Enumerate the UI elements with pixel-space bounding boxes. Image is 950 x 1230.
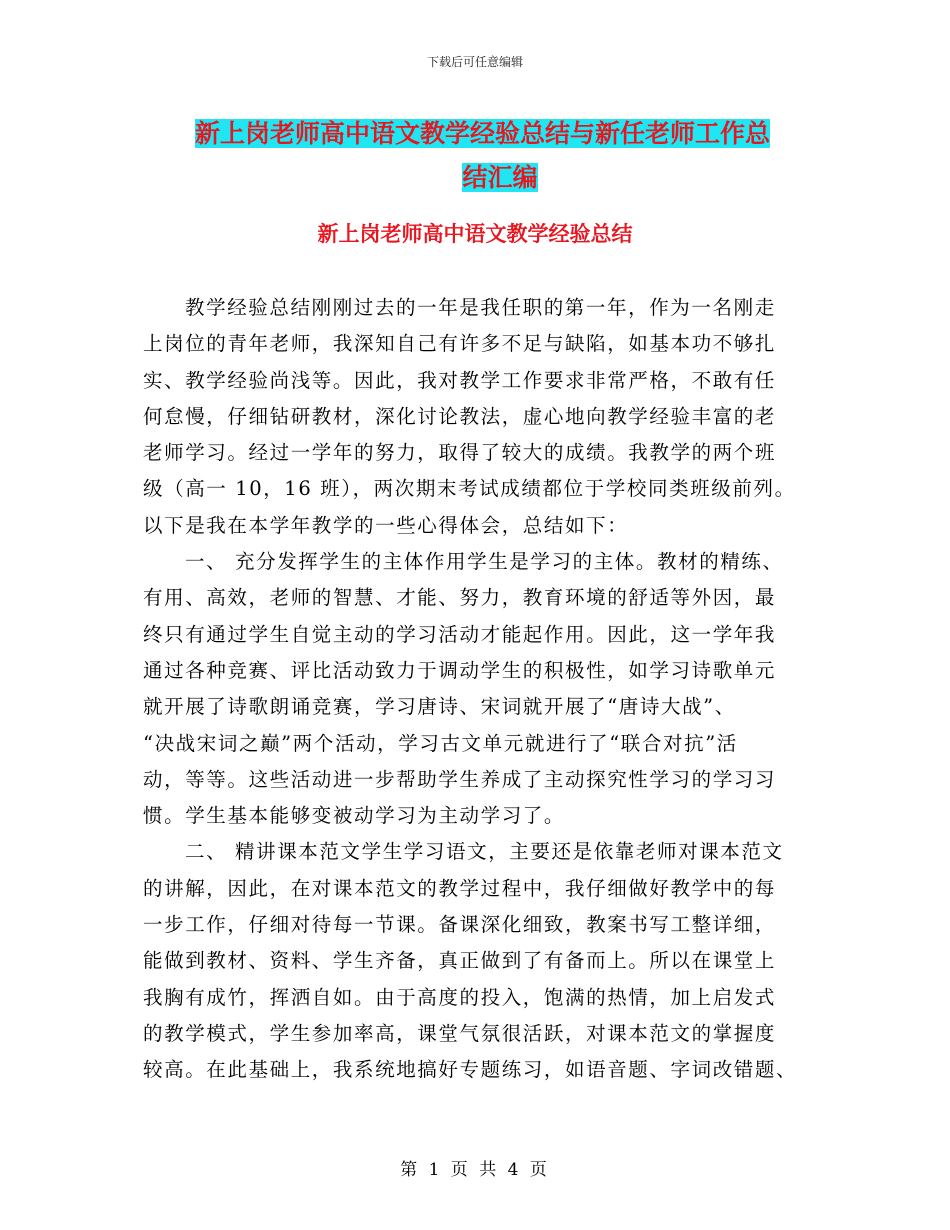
text-line: 上岗位的青年老师，我深知自己有许多不足与缺陷，如基本功不够扎: [143, 332, 777, 356]
text-line: 实、教学经验尚浅等。因此，我对教学工作要求非常严格，不敢有任: [143, 368, 777, 392]
text-line: 通过各种竞赛、评比活动致力于调动学生的积极性，如学习诗歌单元: [143, 658, 777, 682]
text-line: 一、 充分发挥学生的主体作用学生是学习的主体。教材的精练、: [185, 550, 784, 574]
text-line: 的教学模式，学生参加率高，课堂气氛很活跃，对课本范文的掌握度: [143, 1021, 777, 1045]
text-line: 何怠慢，仔细钻研教材，深化讨论教法，虚心地向教学经验丰富的老: [143, 404, 777, 428]
text-line: 我胸有成竹，挥洒自如。由于高度的投入，饱满的热情，加上启发式: [143, 985, 777, 1009]
text-line: 有用、高效，老师的智慧、才能、努力，教育环境的舒适等外因，最: [143, 586, 777, 610]
text-line: 就开展了诗歌朗诵竞赛，学习唐诗、宋词就开展了“唐诗大战”、: [143, 695, 736, 719]
text-line: 二、 精讲课本范文学生学习语文，主要还是依靠老师对课本范文: [185, 840, 784, 864]
text-line: 教学经验总结刚刚过去的一年是我任职的第一年，作为一名刚走: [185, 296, 776, 319]
section-subtitle: 新上岗老师高中语文教学经验总结: [317, 222, 633, 246]
text-line: 级（高一 10，16 班），两次期末考试成绩都位于学校同类班级前列。: [143, 477, 796, 501]
document-title: [195, 112, 805, 200]
page-footer: 第 1 页 共 4 页: [400, 1160, 550, 1180]
text-line: 能做到教材、资料、学生齐备，真正做到了有备而上。所以在课堂上: [143, 949, 777, 973]
text-line: 较高。在此基础上，我系统地搞好专题练习，如语音题、字词改错题、: [143, 1058, 798, 1082]
text-line: 的讲解，因此，在对课本范文的教学过程中，我仔细做好教学中的每: [143, 876, 777, 900]
text-line: 惯。学生基本能够变被动学习为主动学习了。: [143, 804, 566, 828]
text-line: 一步工作，仔细对待每一节课。备课深化细致，教案书写工整详细，: [143, 913, 777, 937]
page-header: 下载后可任意编辑: [426, 55, 523, 69]
title-line-2: 结汇编: [462, 163, 538, 192]
text-line: “决战宋词之巅”两个活动，学习古文单元就进行了“联合对抗”活: [143, 731, 738, 755]
text-line: 动，等等。这些活动进一步帮助学生养成了主动探究性学习的学习习: [143, 767, 777, 791]
body-text: [143, 290, 803, 1089]
text-line: 以下是我在本学年教学的一些心得体会，总结如下：: [143, 513, 629, 537]
text-line: 老师学习。经过一学年的努力，取得了较大的成绩。我教学的两个班: [143, 441, 777, 465]
text-line: 终只有通过学生自觉主动的学习活动才能起作用。因此，这一学年我: [143, 622, 777, 646]
title-line-1: 新上岗老师高中语文教学经验总结与新任老师工作总: [195, 119, 771, 148]
